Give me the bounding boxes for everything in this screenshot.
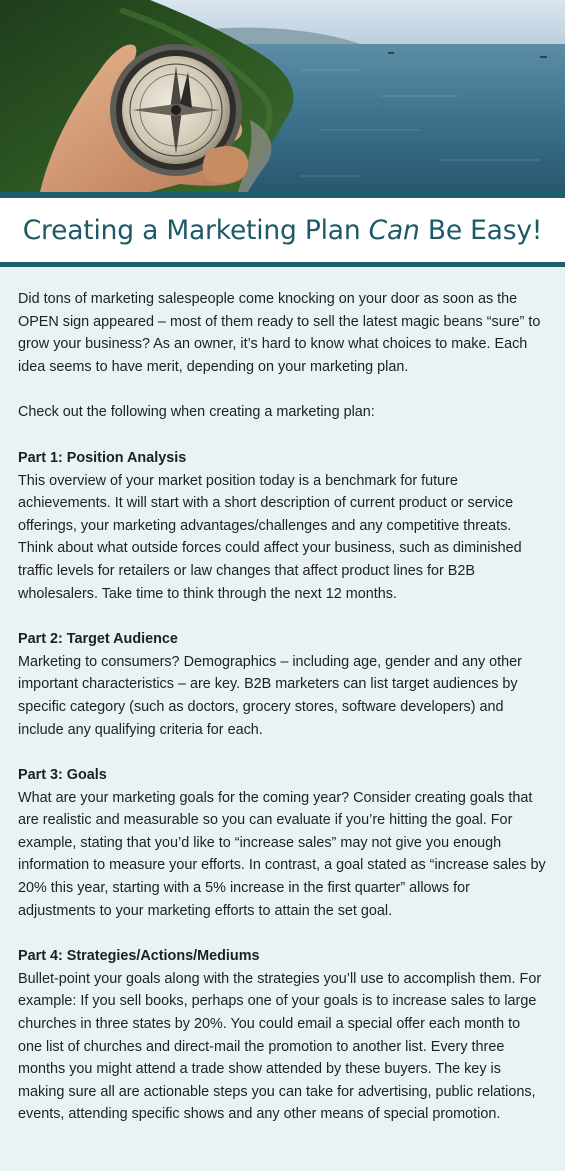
section-heading: Part 2: Target Audience bbox=[18, 631, 178, 648]
article-body bbox=[0, 267, 565, 1126]
intro-paragraph: Did tons of marketing salespeople come knocking on your door as soon as the OPEN sign appeared – most of them ready to sell the latest magic beans “sure” to grow your business? As an owner, it’s hard to know what choices to make. Each idea seems to have merit, depending on your marketing plan. bbox=[18, 291, 541, 375]
section-text: What are your marketing goals for the coming year? Consider creating goals that are realistic and measurable so you can evaluate if you’re hitting the goal. For example, stating that you’d like to “increase sales” may not give you enough information to measure your efforts. In contrast, a goal stated as “increase sales by 20% this year, starting with a 5% increase in the first quarter” allows for adjustments to your marketing efforts to attain the set goal. bbox=[18, 789, 546, 919]
section-goals bbox=[18, 764, 548, 922]
section-heading: Part 3: Goals bbox=[18, 767, 107, 784]
title-band bbox=[0, 198, 565, 262]
hero-illustration bbox=[0, 0, 565, 192]
section-heading: Part 4: Strategies/Actions/Mediums bbox=[18, 948, 260, 965]
page-title-emphasis: Can bbox=[368, 214, 420, 246]
section-text: Marketing to consumers? Demographics – including age, gender and any other important characteristics – are key. B2B marketers can list target audiences by specific category (such as doctors, grocery stores, software developers) and include any qualifying criteria for each. bbox=[18, 653, 522, 738]
section-text: Bullet-point your goals along with the strategies you’ll use to accomplish them. For example: If you sell books, perhaps one of your goals is to increase sales to large churches in three states by 20%. You could email a special offer each month to one list of churches and direct-mail the promotion to another list. Every three months you might attend a trade show attended by these buyers. The key is making sure all are actionable steps you can take for advertising, public relations, events, attending specific shows and any other means of special promotion. bbox=[18, 970, 542, 1123]
section-position-analysis bbox=[18, 447, 548, 605]
page-title bbox=[23, 215, 543, 246]
page-title-part-1: Creating a Marketing Plan bbox=[22, 214, 369, 246]
section-heading: Part 1: Position Analysis bbox=[18, 449, 187, 466]
page-title-part-2: Be Easy! bbox=[419, 214, 543, 246]
section-text: This overview of your market position today is a benchmark for future achievements. It will start with a short description of current product or service offerings, your marketing advantages/challenges and any competitive threats. Think about what outside forces could affect your business, such as diminished traffic levels for retailers or law changes that affect product lines for B2B wholesalers. Take time to think through the next 12 months. bbox=[18, 472, 522, 602]
hero-image bbox=[0, 0, 565, 192]
section-target-audience bbox=[18, 628, 548, 741]
intro-lead: Check out the following when creating a marketing plan: bbox=[18, 404, 375, 421]
section-strategies bbox=[18, 945, 548, 1126]
